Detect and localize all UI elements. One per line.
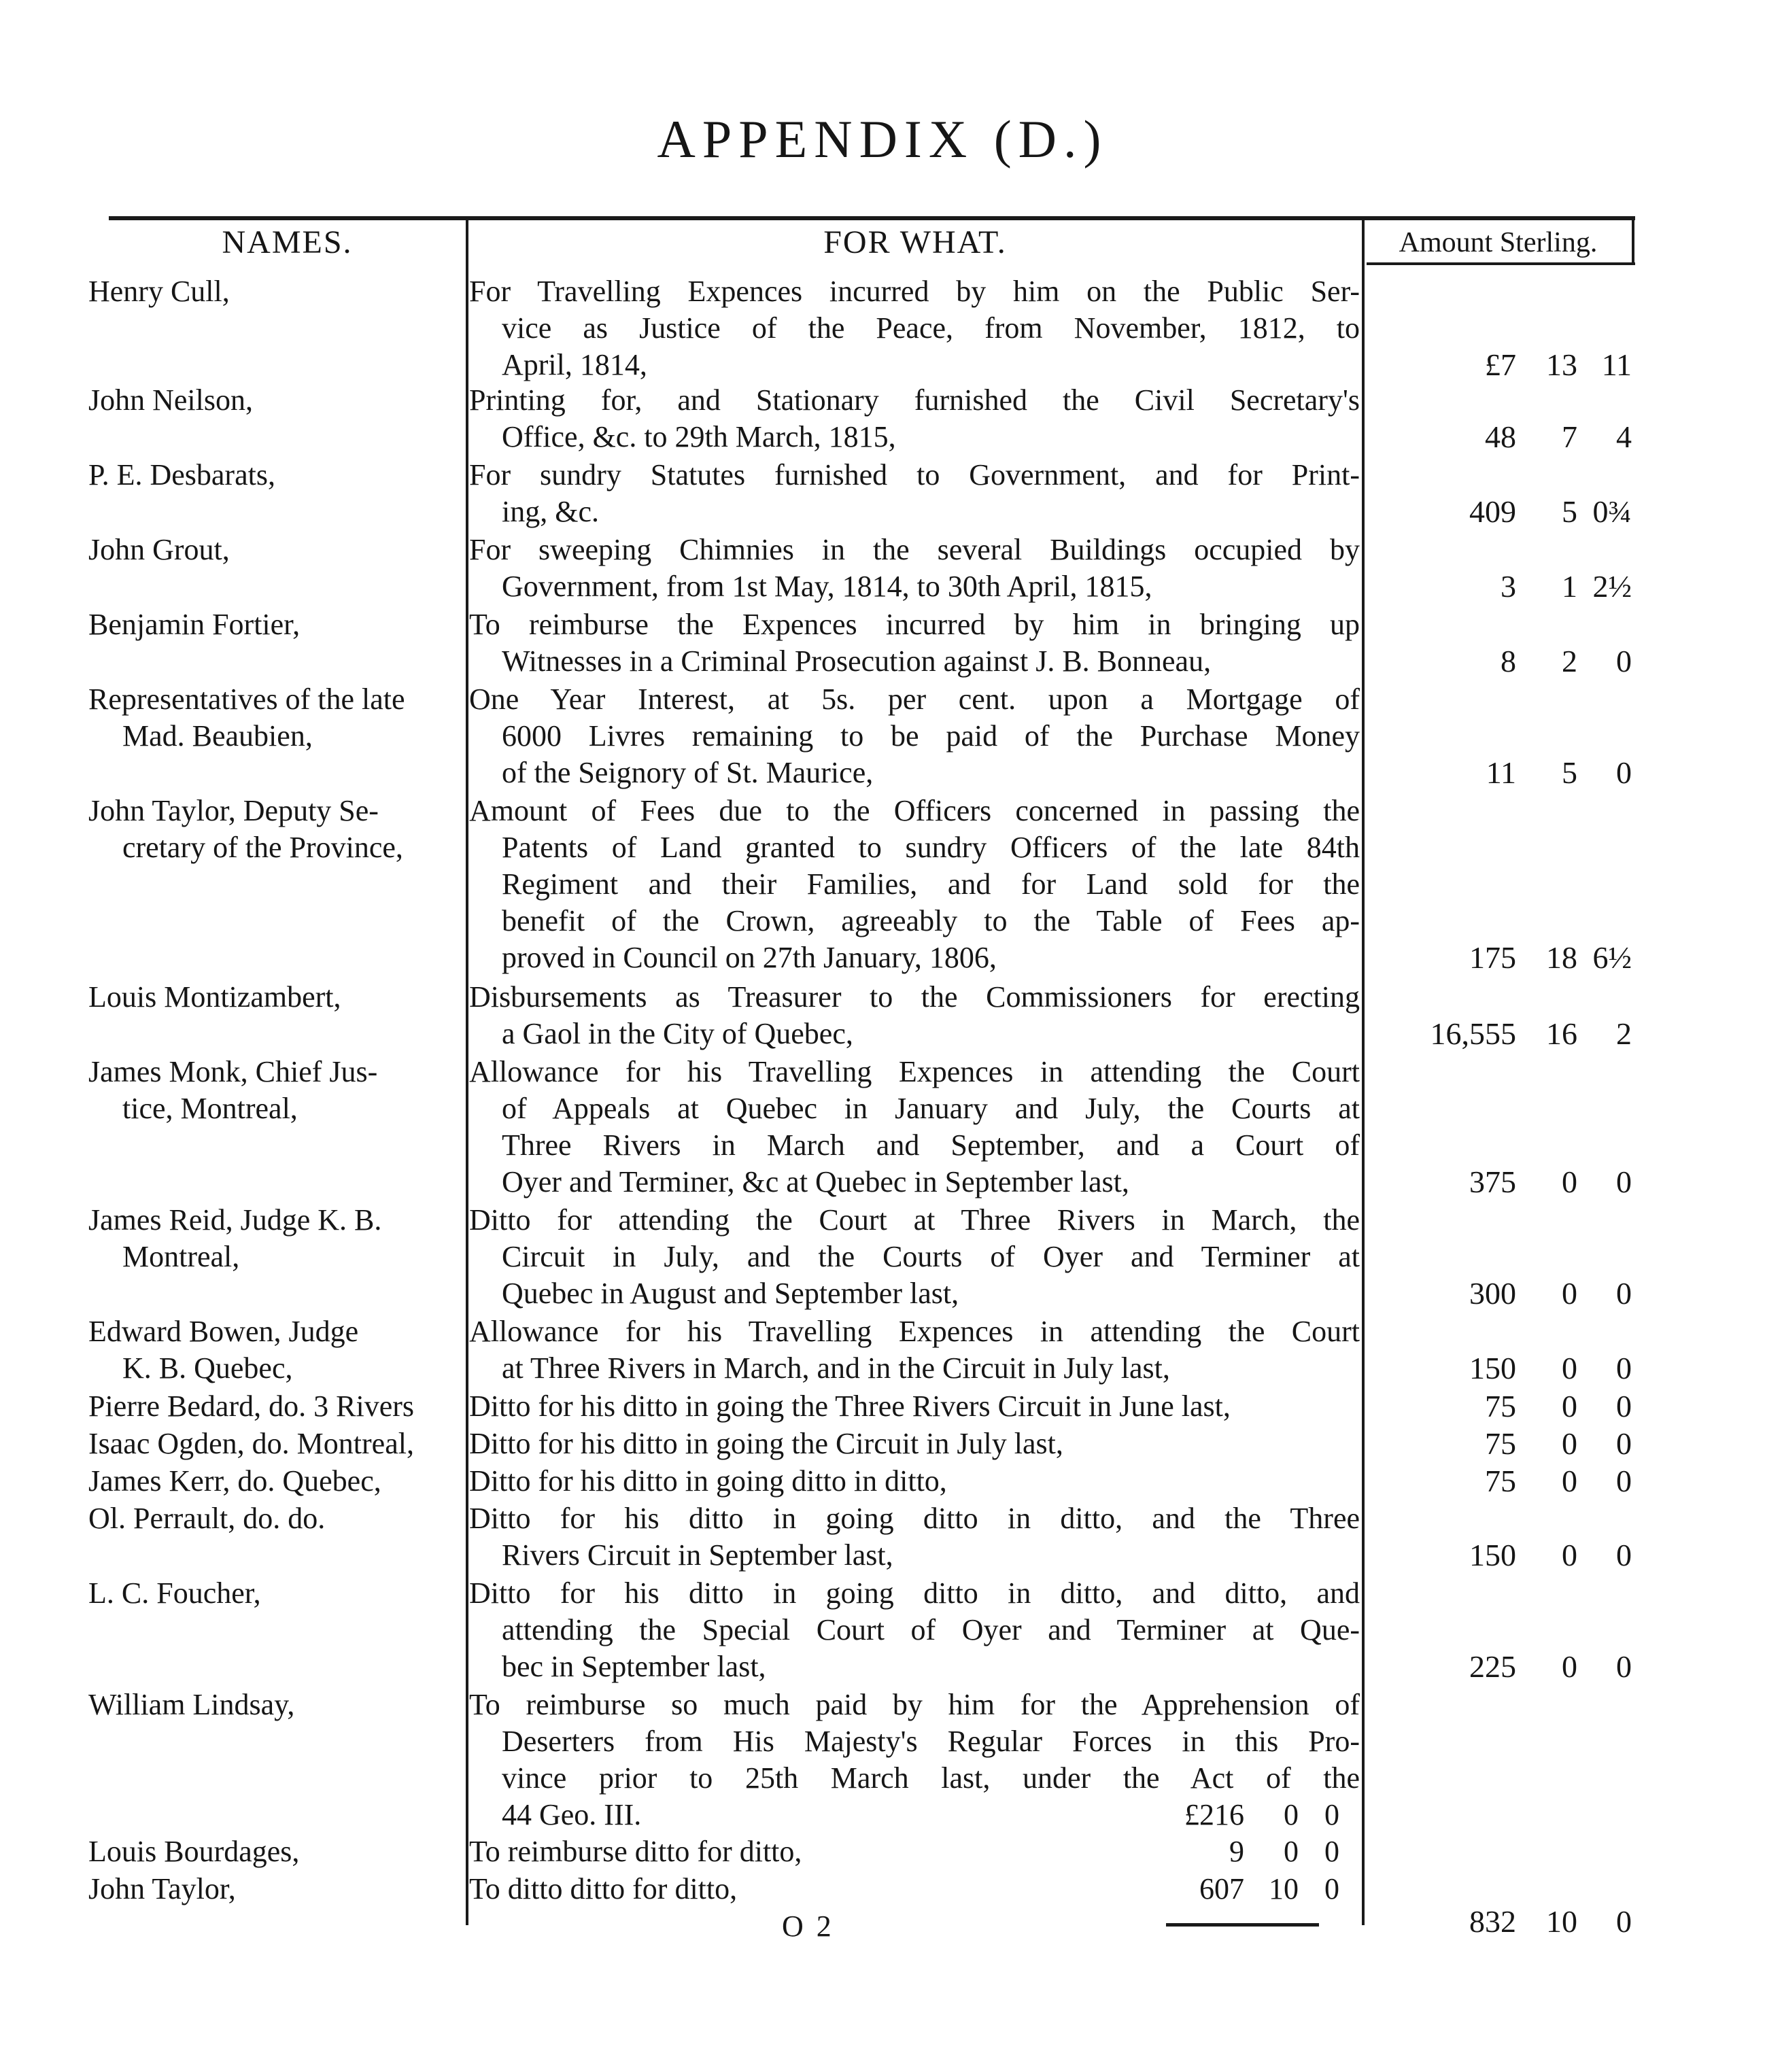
amount-pounds: 16,555 bbox=[1430, 1016, 1516, 1051]
entry-description bbox=[469, 382, 1360, 455]
amount-pounds: 3 bbox=[1501, 569, 1516, 604]
entry-name-line: K. B. Quebec, bbox=[122, 1351, 293, 1385]
amount-shillings: 0 bbox=[1562, 1538, 1577, 1572]
entry-description-line: benefit of the Crown, agreeably to the Table of Fees ap- bbox=[502, 904, 1360, 937]
entry-name bbox=[88, 681, 462, 755]
entry-description-line: of the Seignory of St. Maurice, bbox=[502, 756, 874, 789]
entry-description-line: attending the Special Court of Oyer and Terminer at Que- bbox=[502, 1613, 1360, 1646]
entry-description-line: vince prior to 25th March last, under the Act of the bbox=[502, 1761, 1360, 1795]
amount-shillings: 2 bbox=[1562, 644, 1577, 678]
entry-description bbox=[469, 1463, 1360, 1500]
header-amount: Amount Sterling. bbox=[1399, 227, 1598, 258]
entry-name-line: Pierre Bedard, do. 3 Rivers bbox=[88, 1389, 414, 1423]
entry-name-line: Edward Bowen, Judge bbox=[88, 1315, 359, 1348]
entry-description bbox=[469, 1388, 1360, 1425]
amount-pence: 0 bbox=[1616, 1426, 1632, 1461]
amount-pounds: £7 bbox=[1485, 347, 1516, 382]
entry-description bbox=[469, 1500, 1360, 1574]
entry-description-line: at Three Rivers in March, and in the Circuit in July last, bbox=[502, 1351, 1170, 1385]
entry-name-line: Louis Bourdages, bbox=[88, 1835, 300, 1868]
entry-description-line: Allowance for his Travelling Expences in attending the Court bbox=[469, 1055, 1360, 1088]
entry-amount bbox=[1373, 1350, 1632, 1387]
entry-description bbox=[469, 457, 1360, 530]
entry-description-line: April, 1814, bbox=[502, 348, 647, 381]
entry-description-line: Allowance for his Travelling Expences in attending the Court bbox=[469, 1315, 1360, 1348]
entry-name bbox=[88, 1388, 462, 1425]
entry-description-line: To reimburse so much paid by him for the Apprehension of bbox=[469, 1688, 1360, 1721]
amount-pounds: 8 bbox=[1501, 644, 1516, 678]
entry-name-line: Louis Montizambert, bbox=[88, 980, 341, 1014]
entry-name bbox=[88, 457, 462, 494]
subamount-pence: 0 bbox=[1324, 1798, 1339, 1831]
amount-shillings: 16 bbox=[1546, 1016, 1577, 1051]
amount-pence: 0 bbox=[1616, 1464, 1632, 1498]
entry-description bbox=[469, 793, 1360, 976]
amount-pounds: 225 bbox=[1469, 1649, 1516, 1684]
amount-pounds: 150 bbox=[1469, 1351, 1516, 1385]
entry-name-line: Ol. Perrault, do. do. bbox=[88, 1502, 326, 1535]
entry-name-line: Montreal, bbox=[122, 1240, 240, 1273]
amount-pence: 0¾ bbox=[1592, 494, 1632, 529]
amount-pounds: 75 bbox=[1485, 1464, 1516, 1498]
amount-shillings: 1 bbox=[1562, 569, 1577, 604]
entry-name-line: Representatives of the late bbox=[88, 683, 405, 716]
entry-description-line: 44 Geo. III. bbox=[502, 1798, 642, 1831]
amount-pence: 2 bbox=[1616, 1016, 1632, 1051]
entry-amount bbox=[1373, 643, 1632, 680]
entry-amount bbox=[1373, 494, 1632, 530]
entry-amount bbox=[1373, 1016, 1632, 1052]
entry-description bbox=[469, 1426, 1360, 1462]
entry-description-line: To reimburse the Expences incurred by him in bringing up bbox=[469, 608, 1360, 641]
column-divider-desc bbox=[1362, 219, 1365, 1925]
subamount-shillings: 0 bbox=[1284, 1798, 1299, 1831]
entry-description bbox=[469, 1575, 1360, 1685]
amount-shillings: 7 bbox=[1562, 419, 1577, 454]
entry-description-line: Patents of Land granted to sundry Officers of the late 84th bbox=[502, 831, 1360, 864]
subamount-pounds: £216 bbox=[1184, 1798, 1244, 1831]
header-names: NAMES. bbox=[222, 224, 353, 260]
subamount-pence: 0 bbox=[1324, 1872, 1339, 1905]
entry-name-line: L. C. Foucher, bbox=[88, 1576, 261, 1610]
amount-pence: 11 bbox=[1601, 347, 1632, 382]
entry-name-line: cretary of the Province, bbox=[122, 831, 403, 864]
entry-description-line: Disbursements as Treasurer to the Commissioners for erecting bbox=[469, 980, 1360, 1014]
entry-description-line: For sweeping Chimnies in the several Buildings occupied by bbox=[469, 533, 1360, 566]
entry-description bbox=[469, 606, 1360, 680]
amount-shillings: 0 bbox=[1562, 1164, 1577, 1199]
entry-name bbox=[88, 1833, 462, 1870]
entry-amount bbox=[1373, 1164, 1632, 1201]
entry-description-line: Ditto for his ditto in going the Circuit in July last, bbox=[469, 1427, 1063, 1460]
amount-pence: 0 bbox=[1616, 755, 1632, 790]
entry-amount bbox=[1373, 1537, 1632, 1574]
entry-description-line: Office, &c. to 29th March, 1815, bbox=[502, 420, 896, 453]
amount-pence: 0 bbox=[1616, 1351, 1632, 1385]
subamount-pence: 0 bbox=[1324, 1835, 1339, 1868]
amount-pounds: 300 bbox=[1469, 1276, 1516, 1311]
entry-amount bbox=[1373, 347, 1632, 383]
entry-name bbox=[88, 1575, 462, 1612]
header-for-what: FOR WHAT. bbox=[823, 224, 1007, 260]
entry-name-line: John Neilson, bbox=[88, 383, 253, 417]
amount-pounds: 150 bbox=[1469, 1538, 1516, 1572]
entry-description-line: Amount of Fees due to the Officers concerned in passing the bbox=[469, 794, 1360, 827]
amount-pounds: 11 bbox=[1486, 755, 1516, 790]
entry-amount bbox=[1373, 1426, 1632, 1462]
amount-shillings: 5 bbox=[1562, 755, 1577, 790]
subamount-pounds: 9 bbox=[1229, 1835, 1244, 1868]
entry-description-line: Witnesses in a Criminal Prosecution against J. B. Bonneau, bbox=[502, 644, 1212, 678]
entry-amount bbox=[1373, 1648, 1632, 1685]
entry-name-line: James Monk, Chief Jus- bbox=[88, 1055, 378, 1088]
entry-description-line: Three Rivers in March and September, and a Court of bbox=[502, 1128, 1360, 1162]
entry-name bbox=[88, 1054, 462, 1127]
entry-amount bbox=[1373, 755, 1632, 791]
amount-shillings: 18 bbox=[1546, 940, 1577, 975]
entry-description bbox=[469, 681, 1360, 791]
entry-description bbox=[469, 1202, 1360, 1312]
entry-description-line: Ditto for his ditto in going ditto in ditto, bbox=[469, 1464, 947, 1498]
entry-description-line: bec in September last, bbox=[502, 1650, 766, 1683]
entry-amount bbox=[1373, 568, 1632, 605]
amount-shillings: 0 bbox=[1562, 1426, 1577, 1461]
amount-pence: 0 bbox=[1616, 1164, 1632, 1199]
entry-description-line: One Year Interest, at 5s. per cent. upon a Mortgage of bbox=[469, 683, 1360, 716]
entry-description-line: Deserters from His Majesty's Regular Forces in this Pro- bbox=[502, 1725, 1360, 1758]
entry-name bbox=[88, 979, 462, 1016]
page-title: APPENDIX (D.) bbox=[657, 109, 1108, 169]
amount-pence: 0 bbox=[1616, 1389, 1632, 1423]
amount-shillings: 0 bbox=[1562, 1464, 1577, 1498]
entry-description-line: For sundry Statutes furnished to Government, and for Print- bbox=[469, 458, 1360, 491]
entry-name bbox=[88, 1871, 462, 1907]
subtotal-rule bbox=[1166, 1923, 1319, 1927]
entry-name bbox=[88, 382, 462, 419]
amount-pence: 0 bbox=[1616, 644, 1632, 678]
column-divider-names bbox=[466, 219, 468, 1925]
amount-pounds: 48 bbox=[1485, 419, 1516, 454]
subamount-shillings: 10 bbox=[1269, 1872, 1299, 1905]
amount-pence: 0 bbox=[1616, 1276, 1632, 1311]
entry-name-line: tice, Montreal, bbox=[122, 1092, 298, 1125]
entry-name-line: John Taylor, bbox=[88, 1872, 236, 1905]
entry-name bbox=[88, 1202, 462, 1275]
signature-mark: O 2 bbox=[782, 1910, 834, 1943]
entry-description-line: proved in Council on 27th January, 1806, bbox=[502, 941, 997, 974]
entry-name bbox=[88, 273, 462, 310]
entry-subamount bbox=[1142, 1833, 1339, 1870]
entry-description-line: To ditto ditto for ditto, bbox=[469, 1872, 738, 1905]
amount-pence: 0 bbox=[1616, 1538, 1632, 1572]
entry-description-line: 6000 Livres remaining to be paid of the Purchase Money bbox=[502, 719, 1360, 753]
entry-amount bbox=[1373, 939, 1632, 976]
entry-description-line: vice as Justice of the Peace, from November, 1812, to bbox=[502, 311, 1360, 345]
entry-description-line: For Travelling Expences incurred by him on the Public Ser- bbox=[469, 275, 1360, 308]
entry-description-line: Circuit in July, and the Courts of Oyer and Terminer at bbox=[502, 1240, 1360, 1273]
amount-pence: 2½ bbox=[1592, 569, 1632, 604]
entry-description-line: Regiment and their Families, and for Land sold for the bbox=[502, 867, 1360, 901]
entry-name-line: John Taylor, Deputy Se- bbox=[88, 794, 379, 827]
amount-shillings: 0 bbox=[1562, 1389, 1577, 1423]
amount-pence: 6½ bbox=[1592, 940, 1632, 975]
entry-description-line: Printing for, and Stationary furnished the Civil Secretary's bbox=[469, 383, 1360, 417]
entry-name-line: Isaac Ogden, do. Montreal, bbox=[88, 1427, 414, 1460]
amount-shillings: 0 bbox=[1562, 1351, 1577, 1385]
entry-name bbox=[88, 532, 462, 568]
amount-shillings: 0 bbox=[1562, 1276, 1577, 1311]
entry-description-line: of Appeals at Quebec in January and July, the Courts at bbox=[502, 1092, 1360, 1125]
entry-amount bbox=[1373, 1388, 1632, 1425]
entry-description-line: Ditto for his ditto in going the Three Rivers Circuit in June last, bbox=[469, 1389, 1231, 1423]
entry-name bbox=[88, 1500, 462, 1537]
entry-name bbox=[88, 1426, 462, 1462]
entry-name-line: Mad. Beaubien, bbox=[122, 719, 313, 753]
entry-name bbox=[88, 1687, 462, 1723]
amount-shillings: 13 bbox=[1546, 347, 1577, 382]
entry-name bbox=[88, 606, 462, 643]
total-shillings: 10 bbox=[1546, 1904, 1577, 1939]
entry-name-line: James Reid, Judge K. B. bbox=[88, 1203, 382, 1237]
total-pence: 0 bbox=[1616, 1904, 1632, 1939]
entry-description bbox=[469, 532, 1360, 605]
total-amount bbox=[1373, 1903, 1632, 1940]
entry-name bbox=[88, 1463, 462, 1500]
subamount-pounds: 607 bbox=[1199, 1872, 1244, 1905]
amount-pounds: 175 bbox=[1469, 940, 1516, 975]
entry-name bbox=[88, 793, 462, 866]
entry-name-line: Benjamin Fortier, bbox=[88, 608, 301, 641]
entry-name-line: P. E. Desbarats, bbox=[88, 458, 275, 491]
subamount-shillings: 0 bbox=[1284, 1835, 1299, 1868]
entry-description-line: Ditto for his ditto in going ditto in ditto, and the Three bbox=[469, 1502, 1360, 1535]
total-pounds: 832 bbox=[1469, 1904, 1516, 1939]
entry-amount bbox=[1373, 419, 1632, 455]
entry-amount bbox=[1373, 1463, 1632, 1500]
entry-name-line: William Lindsay, bbox=[88, 1688, 295, 1721]
entry-subamount bbox=[1142, 1871, 1339, 1907]
amount-pounds: 409 bbox=[1469, 494, 1516, 529]
amount-pence: 0 bbox=[1616, 1649, 1632, 1684]
entry-description-line: a Gaol in the City of Quebec, bbox=[502, 1017, 853, 1050]
entry-description bbox=[469, 273, 1360, 383]
entry-amount bbox=[1373, 1275, 1632, 1312]
entry-description bbox=[469, 979, 1360, 1052]
entry-description-line: Ditto for attending the Court at Three Rivers in March, the bbox=[469, 1203, 1360, 1237]
column-divider-amount bbox=[1632, 219, 1634, 265]
amount-shillings: 0 bbox=[1562, 1649, 1577, 1684]
entry-name-line: James Kerr, do. Quebec, bbox=[88, 1464, 381, 1498]
amount-pounds: 375 bbox=[1469, 1164, 1516, 1199]
entry-description-line: To reimburse ditto for ditto, bbox=[469, 1835, 802, 1868]
entry-description-line: Quebec in August and September last, bbox=[502, 1277, 959, 1310]
amount-pence: 4 bbox=[1616, 419, 1632, 454]
entry-name-line: Henry Cull, bbox=[88, 275, 230, 308]
amount-pounds: 75 bbox=[1485, 1389, 1516, 1423]
entry-description bbox=[469, 1054, 1360, 1201]
amount-pounds: 75 bbox=[1485, 1426, 1516, 1461]
entry-name bbox=[88, 1313, 462, 1387]
entry-name-line: John Grout, bbox=[88, 533, 230, 566]
entry-description-line: Rivers Circuit in September last, bbox=[502, 1538, 893, 1572]
entry-description bbox=[469, 1313, 1360, 1387]
amount-shillings: 5 bbox=[1562, 494, 1577, 529]
entry-description-line: Ditto for his ditto in going ditto in ditto, and ditto, and bbox=[469, 1576, 1360, 1610]
entry-description-line: Government, from 1st May, 1814, to 30th April, 1815, bbox=[502, 570, 1152, 603]
entry-description-line: Oyer and Terminer, &c at Quebec in September last, bbox=[502, 1165, 1129, 1198]
entry-subamount bbox=[1142, 1797, 1339, 1833]
entry-description-line: ing, &c. bbox=[502, 495, 599, 528]
